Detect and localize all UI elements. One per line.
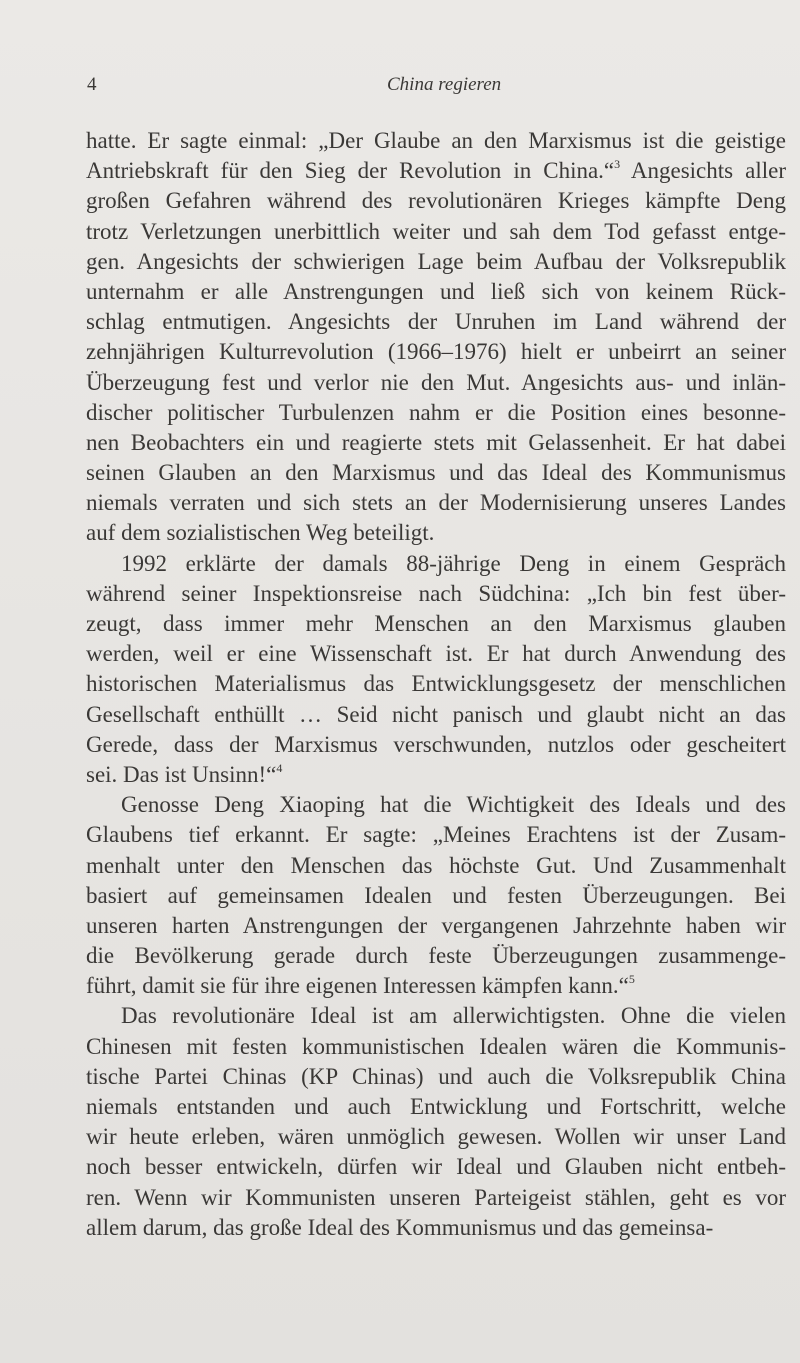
line-text: führt, damit sie für ihre eigenen Interessen kämpfen kann.“ [86, 973, 629, 999]
line-text: wir heute erleben, wären unmöglich gewesen. Wollen wir unser Land [86, 1124, 786, 1150]
text-line [86, 549, 786, 579]
line-text: menhalt unter den Menschen das höchste Gut. Und Zusammenhalt [86, 852, 786, 878]
text-line [86, 1062, 786, 1092]
text-line [86, 881, 786, 911]
text-line [86, 911, 786, 941]
line-text: Glaubens tief erkannt. Er sagte: „Meines Erachtens ist der Zusam- [86, 822, 786, 848]
paragraph [86, 1001, 786, 1243]
line-text: Chinesen mit festen kommunistischen Idealen wären die Kommunis- [86, 1033, 786, 1059]
text-line [86, 760, 786, 790]
line-text: allem darum, das große Ideal des Kommunismus und das gemeinsa- [86, 1214, 714, 1240]
text-line [86, 700, 786, 730]
text-line [86, 1001, 786, 1031]
line-text: noch besser entwickeln, dürfen wir Ideal und Glauben nicht entbeh- [86, 1154, 786, 1180]
paragraph [86, 549, 786, 791]
body-text [86, 126, 786, 1243]
line-text: Das revolutionäre Ideal ist am allerwichtigsten. Ohne die vielen [121, 1003, 786, 1029]
line-text: Überzeugung fest und verlor nie den Mut. Angesichts aus- und inlän- [86, 369, 786, 395]
line-text: gen. Angesichts der schwierigen Lage beim Aufbau der Volksrepublik [86, 248, 786, 274]
footnote-marker: 5 [628, 972, 635, 987]
line-text: basiert auf gemeinsamen Idealen und festen Überzeugungen. Bei [86, 882, 786, 908]
line-text: hatte. Er sagte einmal: „Der Glaube an den Marxismus ist die geistige [86, 128, 786, 153]
text-line [86, 488, 786, 518]
line-text: 1992 erklärte der damals 88-jährige Deng in einem Gespräch [121, 550, 786, 576]
page-header [87, 74, 785, 104]
footnote-marker: 3 [614, 157, 621, 172]
line-text: tische Partei Chinas (KP Chinas) und auch die Volksrepublik China [86, 1063, 786, 1089]
line-text: historischen Materialismus das Entwicklungsgesetz der menschlichen [86, 671, 786, 697]
text-line [86, 156, 786, 186]
line-text: sei. Das ist Unsinn!“ [86, 761, 277, 787]
text-line [86, 277, 786, 307]
text-line [86, 820, 786, 850]
text-line [86, 971, 786, 1001]
line-text: während seiner Inspektionsreise nach Südchina: „Ich bin fest über- [86, 580, 786, 606]
line-text: großen Gefahren während des revolutionären Krieges kämpfte Deng [86, 188, 786, 214]
paragraph [86, 790, 786, 1001]
text-line [86, 790, 786, 820]
line-text: seinen Glauben an den Marxismus und das Ideal des Kommunismus [86, 460, 786, 486]
text-line [86, 1032, 786, 1062]
footnote-marker: 4 [276, 760, 283, 775]
text-line [86, 398, 786, 428]
page-number: 4 [87, 74, 97, 95]
text-line [86, 217, 786, 247]
line-text: zeugt, dass immer mehr Menschen an den Marxismus glauben [86, 611, 786, 636]
line-text: unseren harten Anstrengungen der vergangenen Jahrzehnte haben wir [86, 912, 786, 938]
text-line [86, 307, 786, 337]
line-text: Gerede, dass der Marxismus verschwunden, nutzlos oder gescheitert [86, 731, 786, 757]
text-line [86, 941, 786, 971]
line-text: discher politischer Turbulenzen nahm er die Position eines besonne- [86, 399, 786, 425]
line-text: niemals verraten und sich stets an der Modernisierung unseres Landes [86, 490, 786, 516]
text-line [86, 1152, 786, 1182]
line-text: ren. Wenn wir Kommunisten unseren Parteigeist stählen, geht es vor [86, 1184, 786, 1210]
text-line [86, 730, 786, 760]
text-line [86, 639, 786, 669]
line-text: unternahm er alle Anstrengungen und ließ sich von keinem Rück- [86, 278, 786, 304]
line-text: Genosse Deng Xiaoping hat die Wichtigkeit des Ideals und des [121, 792, 786, 818]
text-line [86, 126, 786, 156]
text-line [86, 368, 786, 398]
text-line [86, 669, 786, 699]
line-text: zehnjährigen Kulturrevolution (1966–1976) hielt er unbeirrt an seiner [86, 339, 786, 365]
text-line [86, 1092, 786, 1122]
text-line [86, 518, 786, 548]
line-text: trotz Verletzungen unerbittlich weiter und sah dem Tod gefasst entge- [86, 218, 786, 244]
text-line [86, 428, 786, 458]
line-text: nen Beobachters ein und reagierte stets mit Gelassenheit. Er hat dabei [86, 429, 786, 455]
text-line [86, 579, 786, 609]
line-text: werden, weil er eine Wissenschaft ist. Er hat durch Anwendung des [86, 641, 786, 667]
line-text: schlag entmutigen. Angesichts der Unruhen im Land während der [86, 309, 786, 335]
line-text: Gesellschaft enthüllt … Seid nicht panisch und glaubt nicht an das [86, 701, 786, 727]
line-text-continued: Angesichts aller [620, 158, 786, 184]
running-title: China regieren [387, 74, 502, 95]
line-text: die Bevölkerung gerade durch feste Überzeugungen zusammenge- [86, 943, 786, 969]
paragraph [86, 126, 786, 549]
text-line [86, 609, 786, 639]
text-line [86, 851, 786, 881]
text-line [86, 186, 786, 216]
text-line [86, 458, 786, 488]
line-text: auf dem sozialistischen Weg beteiligt. [86, 520, 435, 546]
text-line [86, 247, 786, 277]
text-line [86, 1183, 786, 1213]
line-text: niemals entstanden und auch Entwicklung und Fortschritt, welche [86, 1094, 786, 1119]
line-text: Antriebskraft für den Sieg der Revolution in China.“ [86, 158, 615, 184]
text-line [86, 1122, 786, 1152]
text-line [86, 337, 786, 367]
text-line [86, 1213, 786, 1243]
